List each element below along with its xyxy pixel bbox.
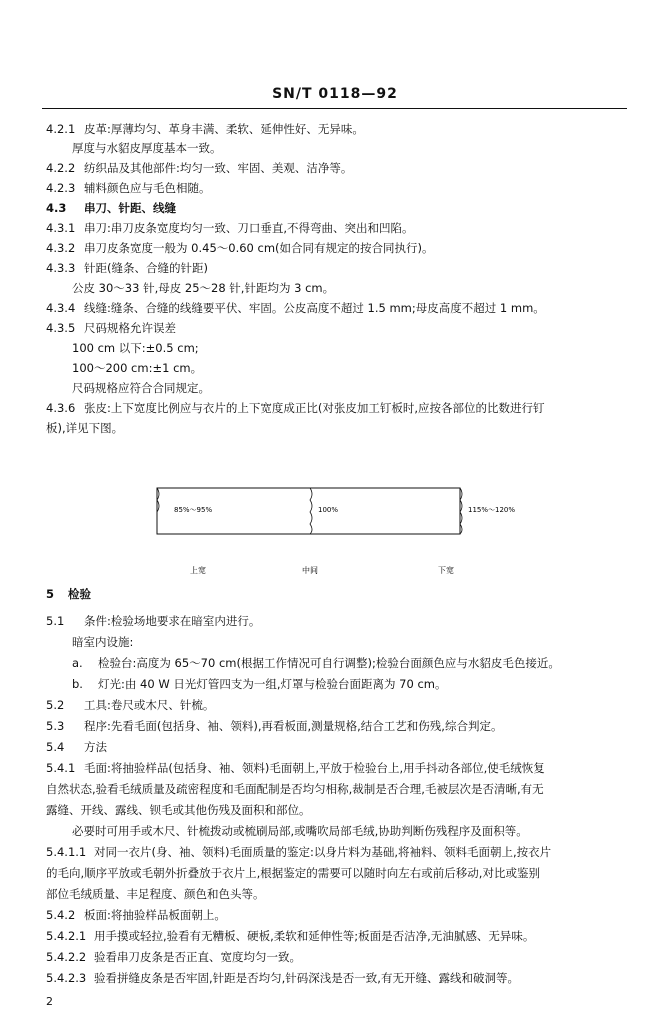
strip-middle-divider (310, 488, 312, 534)
upper-width-label: 上宽 (190, 566, 206, 575)
clause-text: 辅料颜色应与毛色相随。 (84, 181, 211, 195)
clause-number: 4.3.6 (46, 401, 76, 415)
clause-text: 对同一衣片(身、袖、领料)毛面质量的鉴定:以身片料为基础,将袖料、领料毛面朝上,按衣片 (94, 845, 552, 859)
item-text: 灯光:由 40 W 日光灯管四支为一组,灯罩与检验台面距离为 70 cm。 (98, 677, 447, 691)
darkroom-facilities: 暗室内设施: (72, 635, 134, 649)
item-label: a. (72, 656, 83, 670)
clause-5-4-1-cont1: 自然状态,验看毛绒质量及疏密程度和毛面配制是否均匀相称,裁制是否合理,毛被层次是否清晰,有无 (46, 782, 544, 796)
clause-5-3 (46, 718, 624, 734)
section-5-heading (46, 586, 624, 602)
clause-4-3-4 (46, 300, 624, 316)
tolerance-100-200: 100～200 cm:±1 cm。 (72, 361, 203, 375)
clause-text: 方法 (84, 740, 107, 754)
clause-number: 5.4.1.1 (46, 845, 87, 859)
tolerance-under-100: 100 cm 以下:±0.5 cm; (72, 341, 199, 355)
clause-4-2-3 (46, 180, 624, 196)
clause-5-4-1-cont2: 露缝、开线、露线、钡毛或其他伤残及面积和部位。 (46, 803, 311, 817)
clause-number: 4.3.4 (46, 301, 76, 315)
tolerance-contract-note: 尺码规格应符合合同规定。 (72, 381, 210, 395)
clause-text: 用手摸或轻拉,验看有无糟板、硬板,柔软和延伸性等;板面是否洁净,无油腻感、无异味。 (94, 929, 535, 943)
clause-number: 5.4.2.3 (46, 971, 87, 985)
clause-5-4-1-1-cont1: 的毛向,顺序平放或毛朝外折叠放于衣片上,根据鉴定的需要可以随时向左右或前后移动,对比或鉴别 (46, 866, 540, 880)
facility-a (72, 655, 650, 671)
clause-number: 4.3.1 (46, 221, 76, 235)
clause-text: 毛面:将抽验样品(包括身、袖、领料)毛面朝上,平放于检验台上,用手抖动各部位,使毛绒恢复 (84, 761, 545, 775)
clause-number: 5 (46, 587, 55, 601)
pelt-width-diagram (0, 480, 670, 580)
clause-4-2-1 (46, 121, 624, 137)
facility-b (72, 676, 650, 692)
middle-width-ratio: 100% (318, 506, 339, 514)
lower-width-label: 下宽 (438, 566, 454, 575)
clause-number: 5.3 (46, 719, 65, 733)
clause-number: 4.2.3 (46, 181, 76, 195)
clause-4-2-2 (46, 160, 624, 176)
clause-number: 4.3.2 (46, 241, 76, 255)
clause-4-3-6-cont: 板),详见下图。 (46, 421, 124, 435)
clause-4-3-2 (46, 240, 624, 256)
header-rule (42, 108, 627, 109)
clause-text: 串刀、针距、线缝 (84, 201, 176, 215)
clause-4-3-3-cont: 公皮 30～33 针,母皮 25～28 针,针距均为 3 cm。 (72, 281, 335, 295)
clause-5-4-2-3 (46, 970, 624, 986)
clause-4-3-1 (46, 220, 624, 236)
clause-text: 串刀皮条宽度一般为 0.45～0.60 cm(如合同有规定的按合同执行)。 (84, 241, 434, 255)
lower-width-ratio: 115%～120% (468, 506, 516, 514)
clause-text: 纺织品及其他部件:均匀一致、牢固、美观、洁净等。 (84, 161, 353, 175)
clause-number: 5.4.2 (46, 908, 76, 922)
clause-text: 串刀:串刀皮条宽度均匀一致、刀口垂直,不得弯曲、突出和凹陷。 (84, 221, 414, 235)
item-label: b. (72, 677, 83, 691)
clause-5-1 (46, 613, 624, 629)
clause-5-4-2-1 (46, 928, 624, 944)
clause-text: 尺码规格允许误差 (84, 321, 176, 335)
clause-4-2-1-cont: 厚度与水貂皮厚度基本一致。 (72, 141, 222, 155)
clause-5-4-1-1-cont2: 部位毛绒质量、丰足程度、颜色和色头等。 (46, 887, 265, 901)
clause-number: 5.4.1 (46, 761, 76, 775)
section-4-3-heading (46, 200, 624, 216)
clause-text: 针距(缝条、合缝的针距) (84, 261, 208, 275)
upper-width-ratio: 85%～95% (174, 506, 213, 514)
clause-number: 4.3.3 (46, 261, 76, 275)
clause-4-3-6 (46, 400, 624, 416)
clause-text: 验看串刀皮条是否正直、宽度均匀一致。 (94, 950, 301, 964)
clause-4-3-5 (46, 320, 624, 336)
clause-5-4 (46, 739, 624, 755)
clause-number: 5.4.2.1 (46, 929, 87, 943)
clause-5-4-2 (46, 907, 624, 923)
clause-number: 5.2 (46, 698, 65, 712)
item-text: 检验台:高度为 65～70 cm(根据工作情况可自行调整);检验台面颜色应与水貂皮毛色接近。 (98, 656, 560, 670)
clause-5-4-1-1 (46, 844, 624, 860)
clause-text: 板面:将抽验样品板面朝上。 (84, 908, 226, 922)
clause-5-4-1-note: 必要时可用手或木尺、针梳拨动或梳刷局部,或嘴吹局部毛绒,协助判断伤残程序及面积等。 (72, 824, 528, 838)
clause-number: 4.2.2 (46, 161, 76, 175)
clause-number: 5.4.2.2 (46, 950, 87, 964)
clause-text: 线缝:缝条、合缝的线缝要平伏、牢固。公皮高度不超过 1.5 mm;母皮高度不超过 1 mm。 (84, 301, 545, 315)
clause-number: 4.2.1 (46, 122, 76, 136)
clause-text: 工具:卷尺或木尺、针梳。 (84, 698, 215, 712)
middle-label: 中间 (302, 566, 318, 575)
clause-number: 5.4 (46, 740, 65, 754)
clause-number: 5.1 (46, 614, 65, 628)
page-number: 2 (46, 995, 53, 1008)
clause-5-2 (46, 697, 624, 713)
clause-text: 皮革:厚薄均匀、革身丰满、柔软、延伸性好、无异味。 (84, 122, 364, 136)
clause-number: 4.3 (46, 201, 67, 215)
clause-4-3-3 (46, 260, 624, 276)
clause-number: 4.3.5 (46, 321, 76, 335)
clause-text: 检验 (68, 587, 91, 601)
clause-text: 张皮:上下宽度比例应与衣片的上下宽度成正比(对张皮加工钉板时,应按各部位的比数进行钉 (84, 401, 545, 415)
standard-code-header: SN/T 0118—92 (272, 86, 398, 102)
clause-text: 条件:检验场地要求在暗室内进行。 (84, 614, 261, 628)
clause-text: 验看拼缝皮条是否牢固,针距是否均匀,针码深浅是否一致,有无开缝、露线和破洞等。 (94, 971, 519, 985)
clause-5-4-2-2 (46, 949, 624, 965)
clause-5-4-1 (46, 760, 624, 776)
clause-text: 程序:先看毛面(包括身、袖、领料),再看板面,测量规格,结合工艺和伤残,综合判定。 (84, 719, 503, 733)
